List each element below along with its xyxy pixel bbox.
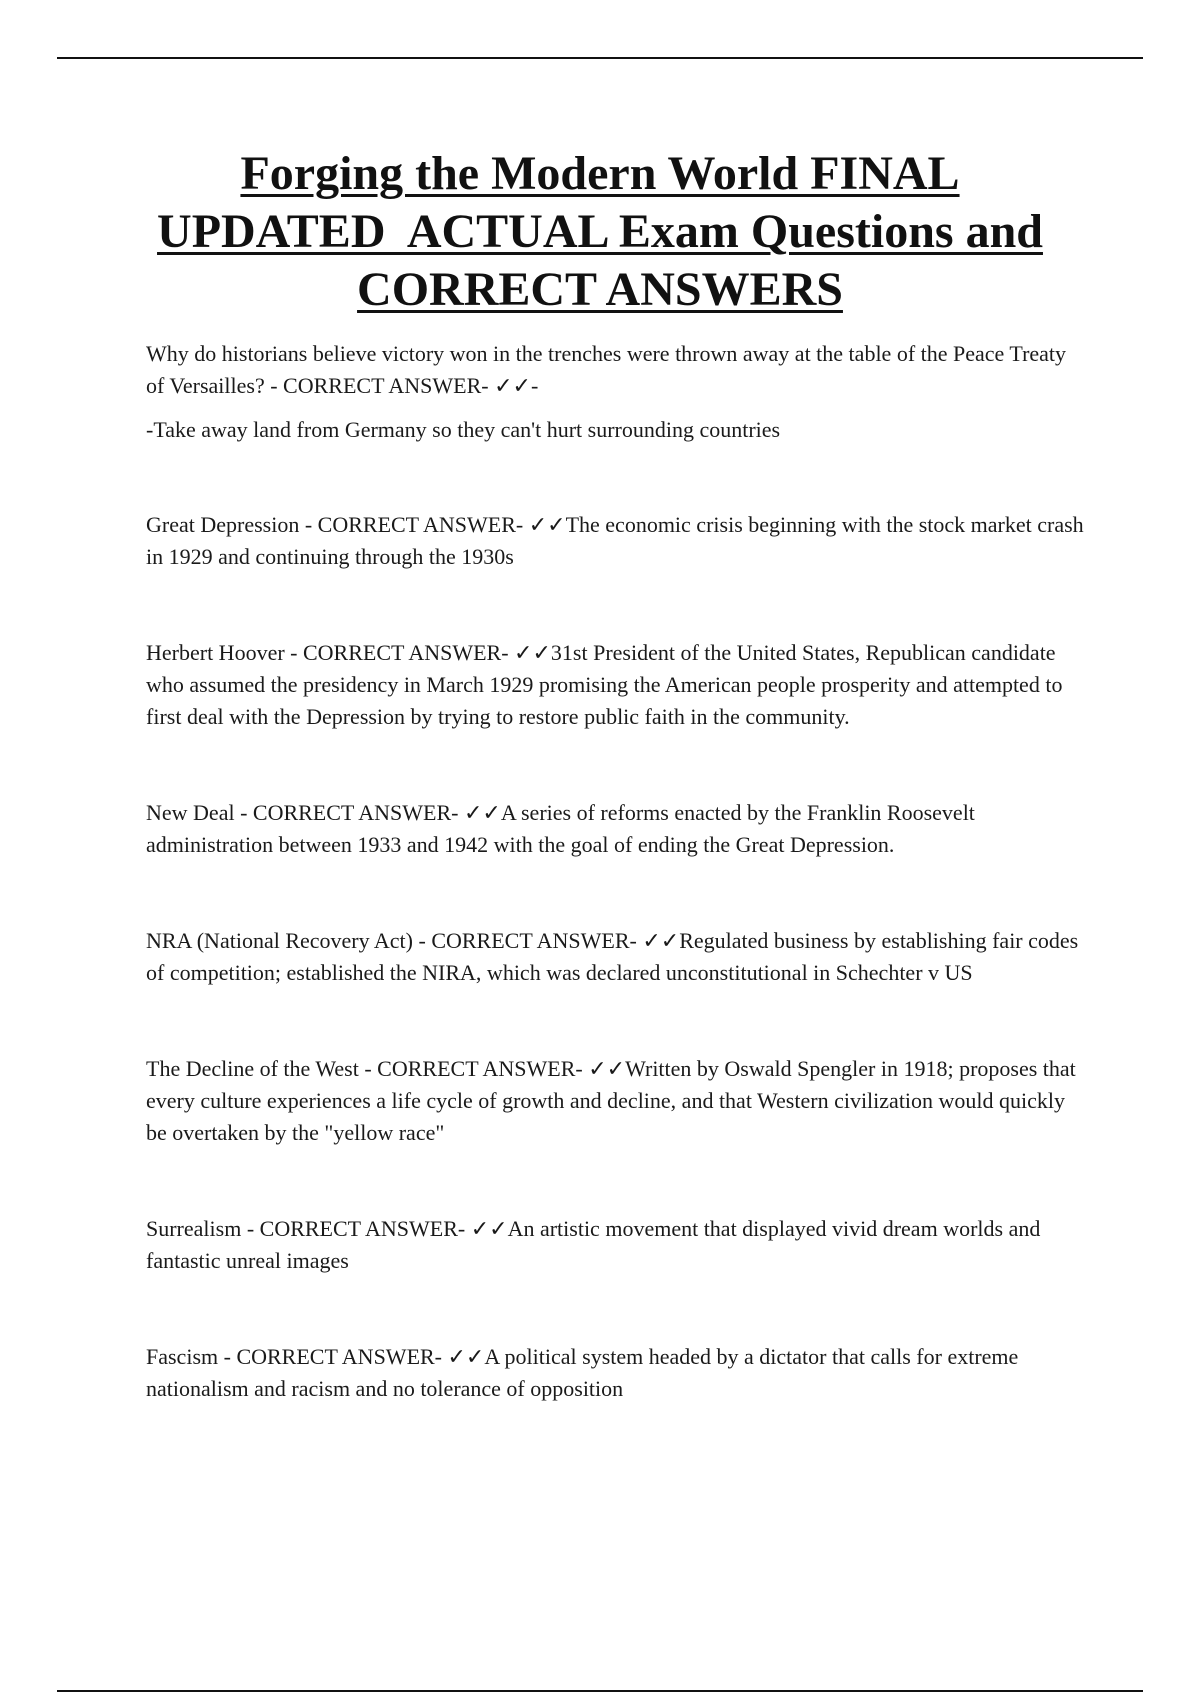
answer-versailles: -Take away land from Germany so they can't hurt surrounding countries bbox=[146, 417, 781, 442]
title-line-1: Forging the Modern World FINAL bbox=[240, 147, 960, 200]
entry-decline-of-the-west: The Decline of the West - CORRECT ANSWER- ✓✓Written by Oswald Spengler in 1918; proposes that every culture experiences a life cycle of growth and decline, and that Western civilization would quickly be overtaken by the "yellow race" bbox=[146, 1056, 1076, 1145]
entry-new-deal: New Deal - CORRECT ANSWER- ✓✓A series of reforms enacted by the Franklin Roosevelt administration between 1933 and 1942 with the goal of ending the Great Depression. bbox=[146, 800, 975, 857]
entry-herbert-hoover: Herbert Hoover - CORRECT ANSWER- ✓✓31st President of the United States, Republican candidate who assumed the presidency in March 1929 promising the American people prosperity and attempted to first deal with the Depression by trying to restore public faith in the community. bbox=[146, 640, 1063, 729]
entry-nra: NRA (National Recovery Act) - CORRECT ANSWER- ✓✓Regulated business by establishing fair codes of competition; established the NIRA, which was declared unconstitutional in Schechter v US bbox=[146, 928, 1079, 985]
top-rule bbox=[57, 57, 1143, 59]
page-title bbox=[100, 145, 1100, 319]
entry-fascism: Fascism - CORRECT ANSWER- ✓✓A political system headed by a dictator that calls for extreme nationalism and racism and no tolerance of opposition bbox=[146, 1344, 1019, 1401]
question-versailles: Why do historians believe victory won in the trenches were thrown away at the table of the Peace Treaty of Versailles? - CORRECT ANSWER- ✓✓- bbox=[146, 341, 1067, 398]
title-line-3: CORRECT ANSWERS bbox=[357, 263, 843, 316]
title-line-2: UPDATED ACTUAL Exam Questions and bbox=[157, 205, 1043, 258]
entry-surrealism: Surrealism - CORRECT ANSWER- ✓✓An artistic movement that displayed vivid dream worlds and fantastic unreal images bbox=[146, 1216, 1041, 1273]
entry-great-depression: Great Depression - CORRECT ANSWER- ✓✓The economic crisis beginning with the stock market crash in 1929 and continuing through the 1930s bbox=[146, 512, 1084, 569]
question-list bbox=[146, 338, 1086, 1405]
bottom-rule bbox=[57, 1690, 1143, 1692]
